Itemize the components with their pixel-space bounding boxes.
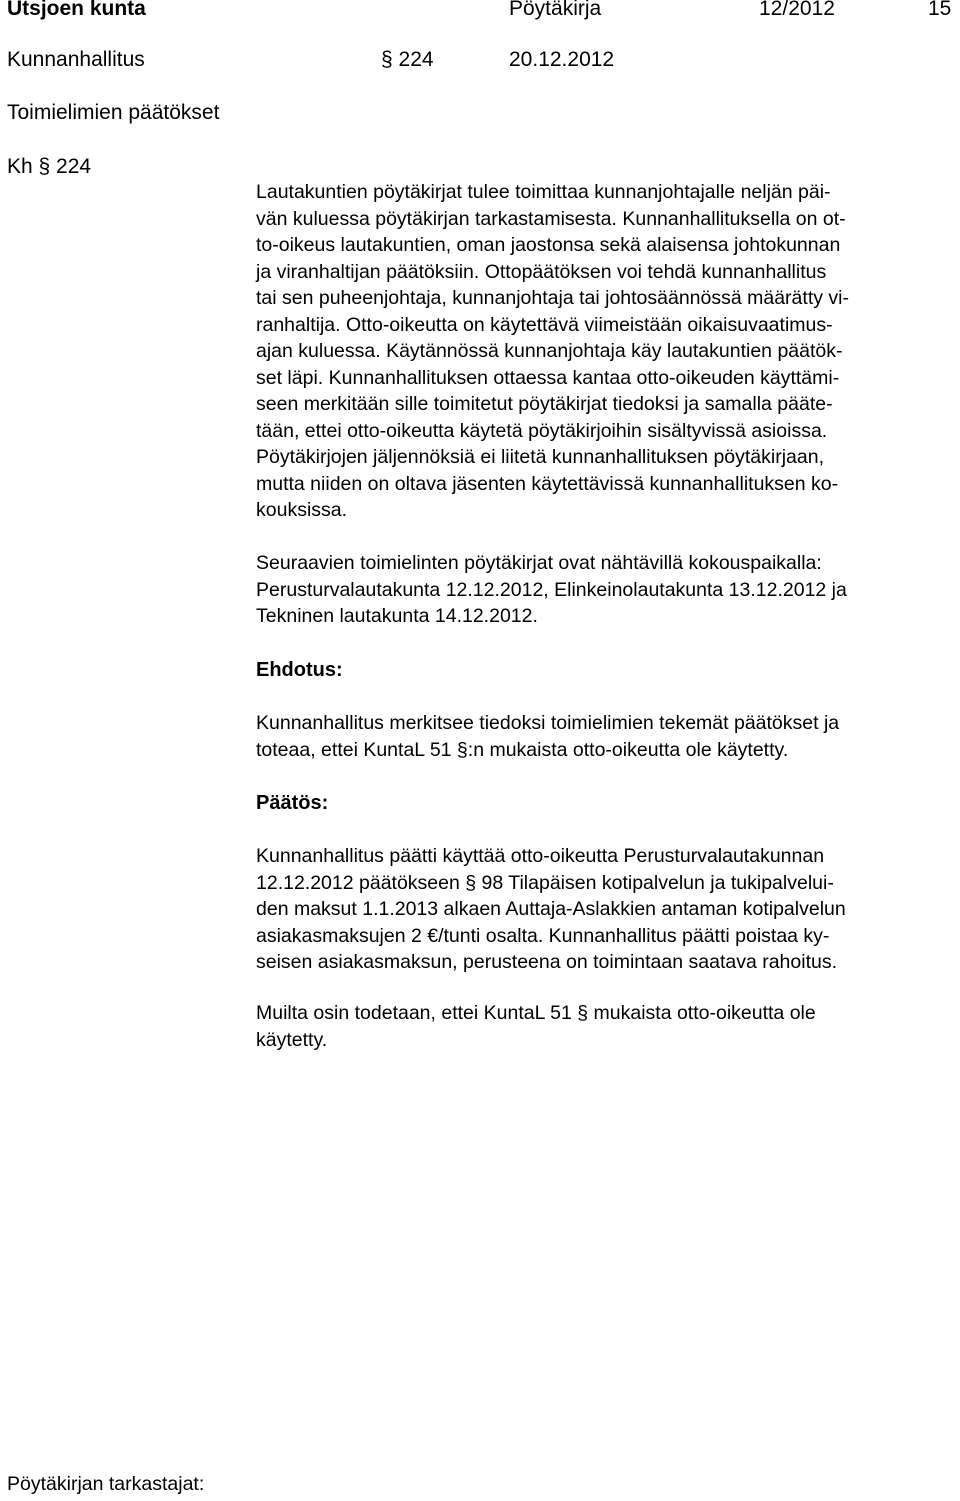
proposal-label: Ehdotus: [256,659,343,681]
text-line: Tekninen lautakunta 14.12.2012. [256,605,538,627]
decision-label: Päätös: [256,792,329,814]
page-number: 15 [928,0,952,20]
text-line: toteaa, ettei KuntaL 51 §:n mukaista otto-oikeutta ole käytetty. [256,738,789,761]
document-number: 12/2012 [759,0,835,20]
text-line: ranhaltija. Otto-oikeutta on käytettävä viimeistään oikaisuvaatimus- [256,313,833,336]
proposal-paragraph [256,710,956,763]
meeting-date: 20.12.2012 [509,48,615,71]
text-line: den maksut 1.1.2013 alkaen Auttaja-Aslakkien antaman kotipalvelun [256,898,846,920]
text-line: Muilta osin todetaan, ettei KuntaL 51 § mukaista otto-oikeutta ole [256,1002,816,1024]
text-line: vän kuluessa pöytäkirjan tarkastamisesta. Kunnanhallituksella on ot- [256,207,846,230]
minutes-paragraph [256,550,956,630]
decision-paragraph [256,843,956,976]
text-line: mutta niiden on oltava jäsenten käytettävissä kunnanhallituksen ko- [256,472,839,495]
intro-paragraph [256,179,956,524]
text-line: Perusturvalautakunta 12.12.2012, Elinkeinolautakunta 13.12.2012 ja [256,578,847,601]
text-line: 12.12.2012 päätökseen § 98 Tilapäisen kotipalvelun ja tukipalvelui- [256,871,834,894]
text-line: tai sen puheenjohtaja, kunnanjohtaja tai johtosäännössä määrätty vi- [256,287,849,309]
inspectors-footer: Pöytäkirjan tarkastajat: [7,1473,205,1495]
text-line: kouksissa. [256,499,348,521]
text-line: asiakasmaksujen 2 €/tunti osalta. Kunnanhallitus päätti poistaa ky- [256,924,830,947]
text-line: Pöytäkirjojen jäljennöksiä ei liitetä kunnanhallituksen pöytäkirjaan, [256,446,825,468]
text-line: ajan kuluessa. Käytännössä kunnanjohtaja käy lautakuntien päätök- [256,340,843,362]
municipality-name: Utsjoen kunta [7,0,146,20]
document-type: Pöytäkirja [509,0,602,20]
text-line: tään, ettei otto-oikeutta käytetä pöytäkirjoihin sisältyvissä asioissa. [256,419,828,442]
page-title: Toimielimien päätökset [7,101,220,124]
text-line: Lautakuntien pöytäkirjat tulee toimittaa kunnanjohtajalle neljän päi- [256,181,831,203]
board-name: Kunnanhallitus [7,48,145,71]
text-line: to-oikeus lautakuntien, oman jaostonsa sekä alaisensa johtokunnan [256,234,841,256]
closing-paragraph [256,1000,956,1053]
text-line: ja viranhaltijan päätöksiin. Ottopäätöksen voi tehdä kunnanhallitus [256,260,827,283]
text-line: Kunnanhallitus merkitsee tiedoksi toimielimien tekemät päätökset ja [256,712,840,734]
text-line: seisen asiakasmaksun, perusteena on toimintaan saatava rahoitus. [256,951,838,973]
text-line: set läpi. Kunnanhallituksen ottaessa kantaa otto-oikeuden käyttämi- [256,366,840,389]
text-line: Seuraavien toimielinten pöytäkirjat ovat nähtävillä kokouspaikalla: [256,552,822,574]
text-line: seen merkitään sille toimitetut pöytäkirjat tiedoksi ja samalla pääte- [256,393,833,415]
section-reference: § 224 [381,48,434,71]
case-reference: Kh § 224 [7,155,92,178]
text-line: Kunnanhallitus päätti käyttää otto-oikeutta Perusturvalautakunnan [256,845,825,867]
text-line: käytetty. [256,1028,328,1051]
